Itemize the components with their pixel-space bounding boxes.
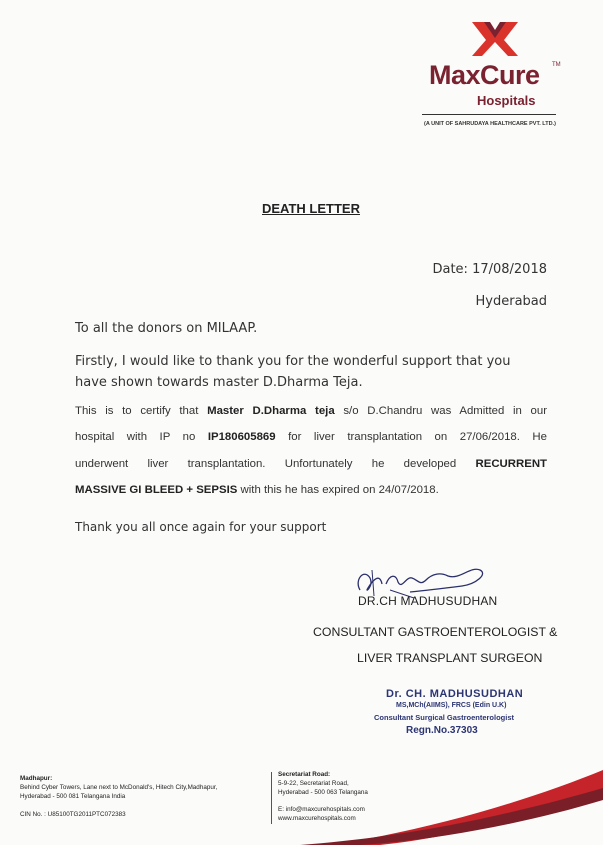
ip-number: IP180605869 (207, 431, 276, 443)
footer-address-heading: Secretariat Road: (278, 771, 331, 778)
cert-text: underwent liver transplantation. Unfortunately he developed (75, 458, 457, 470)
brand-unit-text: (A UNIT OF SAHRUDAYA HEALTHCARE PVT. LTD.) (424, 121, 556, 127)
stamp-qualifications: MS,MCh(AIIMS), FRCS (Edin U.K) (396, 702, 507, 709)
brand-name: MaxCure (429, 60, 540, 90)
stamp-registration: Regn.No.37303 (406, 725, 478, 736)
cert-text: s/o D.Chandru was Admitted in our (343, 405, 548, 417)
footer-email: E: info@maxcurehospitals.com (278, 806, 365, 813)
paragraph-line: Firstly, I would like to thank you for the wonderful support that you (75, 354, 511, 369)
footer-address-line: 5-9-22, Secretariat Road, (278, 780, 349, 787)
footer-website: www.maxcurehospitals.com (278, 815, 356, 822)
cert-text: This is to certify that (75, 405, 199, 417)
closing-line: Thank you all once again for your support (75, 520, 327, 534)
footer-address-line: Hyderabad - 500 081 Telangana India (20, 793, 126, 800)
footer-address-line: Hyderabad - 500 063 Telangana (278, 789, 368, 796)
trademark-mark: TM (552, 62, 561, 68)
footer-address-heading: Madhapur: (20, 775, 53, 782)
footer-cin: CIN No. : U85100TG2011PTC072383 (20, 811, 126, 818)
footer-address-line: Behind Cyber Towers, Lane next to McDonald's, Hitech City,Madhapur, (20, 784, 218, 791)
certification-line (75, 458, 547, 470)
diagnosis-text: MASSIVE GI BLEED + SEPSIS (75, 484, 238, 496)
stamp-name: Dr. CH. MADHUSUDHAN (386, 688, 524, 700)
designation-line: CONSULTANT GASTROENTEROLOGIST & (313, 625, 558, 639)
paragraph-line: have shown towards master D.Dharma Teja. (75, 375, 363, 390)
patient-name: Master D.Dharma teja (207, 405, 335, 417)
certification-line (75, 484, 547, 496)
cert-text: with this he has expired on 24/07/2018. (240, 484, 439, 496)
brand-divider (422, 114, 556, 115)
letter-date: Date: 17/08/2018 (432, 262, 547, 277)
cert-text: for liver transplantation on 27/06/2018. He (288, 431, 547, 443)
brand-subtitle: Hospitals (477, 93, 536, 108)
diagnosis-text: RECURRENT (475, 458, 548, 470)
certification-line (75, 405, 547, 417)
designation-line: LIVER TRANSPLANT SURGEON (357, 651, 543, 665)
maxcure-logo-icon (470, 20, 520, 58)
cert-text: hospital with IP no (75, 431, 196, 443)
certification-line (75, 431, 547, 443)
footer-divider (271, 772, 272, 824)
letter-place: Hyderabad (475, 294, 547, 309)
salutation: To all the donors on MILAAP. (75, 321, 258, 336)
stamp-role: Consultant Surgical Gastroenterologist (374, 713, 515, 722)
letter-title: DEATH LETTER (262, 201, 360, 216)
doctor-name: DR.CH MADHUSUDHAN (358, 594, 498, 608)
